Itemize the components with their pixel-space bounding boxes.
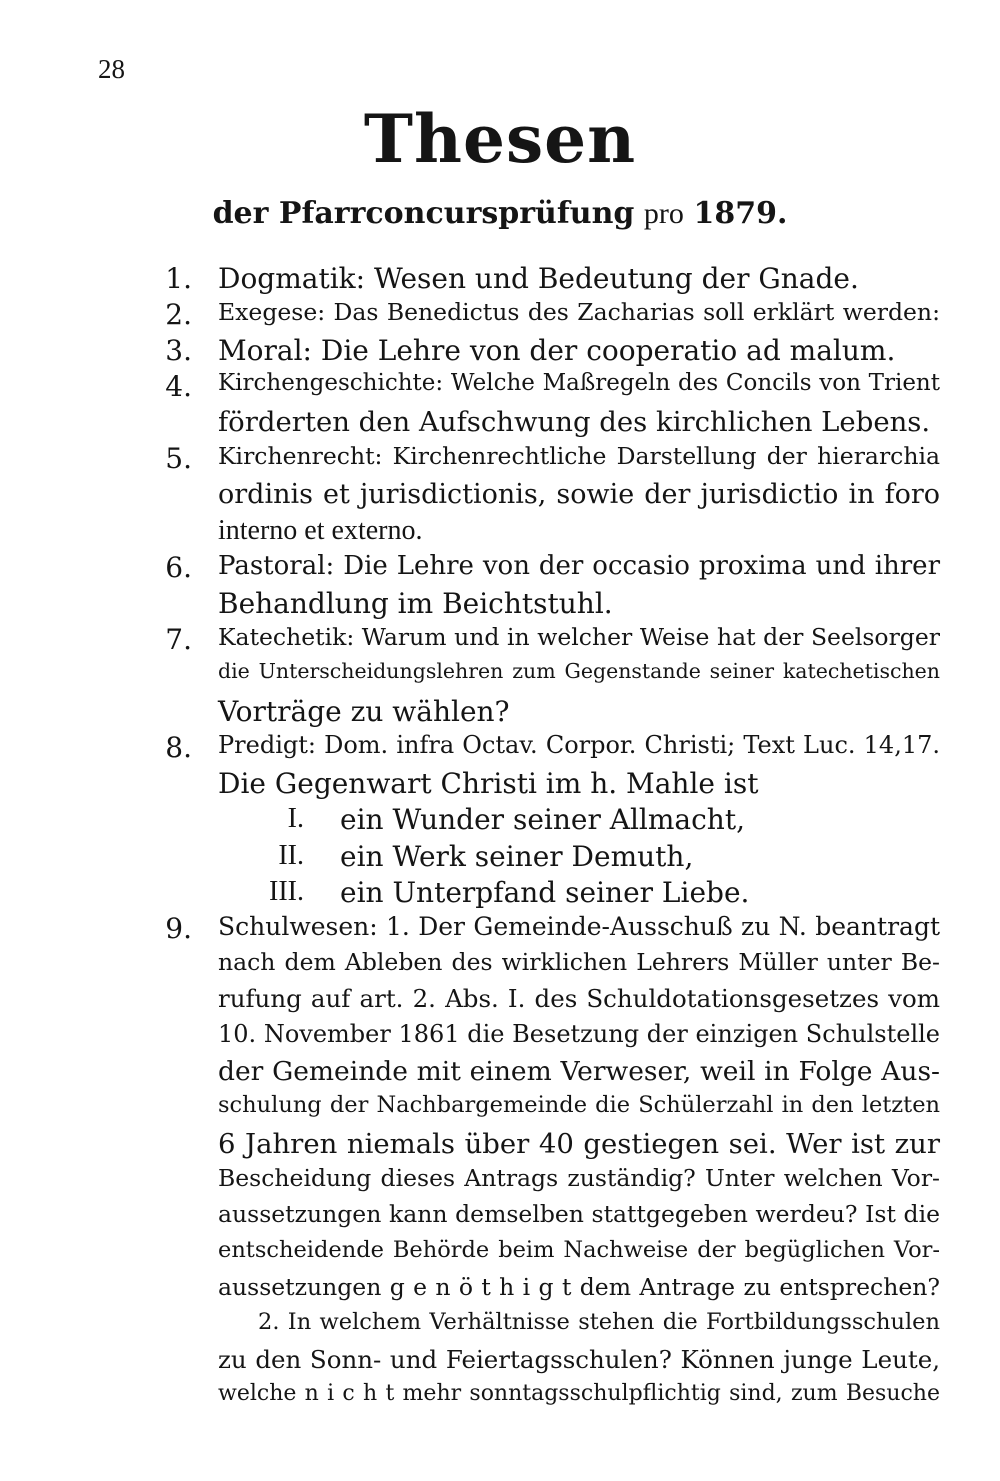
- thesis-line: förderten den Aufschwung des kirchlichen Lebens.: [218, 406, 931, 439]
- thesis-line: schulung der Nachbargemeinde die Schülerzahl in den letzten: [218, 1092, 940, 1119]
- thesis-line: 10. November 1861 die Besetzung der einzigen Schulstelle: [218, 1019, 940, 1048]
- thesis-item: [0, 731, 1000, 767]
- thesis-item: [0, 334, 1000, 370]
- thesis-continuation: [0, 984, 1000, 1020]
- thesis-continuation: [0, 1020, 1000, 1056]
- thesis-number: 9.: [165, 911, 192, 945]
- thesis-line: entscheidende Behörde beim Nachweise der begüglichen Vor-: [218, 1236, 940, 1263]
- thesis-item: [0, 912, 1000, 948]
- roman-numeral: III.: [269, 875, 304, 907]
- thesis-continuation: [0, 1345, 1000, 1381]
- subtitle-year: 1879.: [693, 196, 788, 231]
- page-title: Thesen: [363, 100, 637, 178]
- thesis-continuation: [0, 1309, 1000, 1345]
- thesis-continuation: [0, 1200, 1000, 1236]
- sermon-point: [0, 803, 1000, 839]
- thesis-line: Kirchenrecht: Kirchenrechtliche Darstellung der hierarchia: [218, 442, 940, 471]
- thesis-line: Dogmatik: Wesen und Bedeutung der Gnade.: [218, 262, 859, 295]
- thesis-number: 5.: [165, 442, 192, 476]
- subtitle-prefix: der Pfarrconcursprüfung: [212, 196, 635, 231]
- thesis-number: 4.: [165, 370, 192, 404]
- page-number: 28: [98, 54, 125, 84]
- sermon-point-text: ein Wunder seiner Allmacht,: [340, 803, 745, 837]
- thesis-continuation: [0, 767, 1000, 803]
- thesis-continuation: [0, 1273, 1000, 1309]
- thesis-line: Schulwesen: 1. Der Gemeinde-Ausschuß zu N. beantragt: [218, 911, 940, 941]
- thesis-item: [0, 551, 1000, 587]
- sermon-point-text: ein Werk seiner Demuth,: [340, 839, 694, 873]
- thesis-continuation: [0, 948, 1000, 984]
- sermon-point: [0, 840, 1000, 876]
- roman-numeral: II.: [278, 839, 304, 871]
- thesis-continuation: [0, 1164, 1000, 1200]
- sermon-point-text: ein Unterpfand seiner Liebe.: [340, 875, 750, 909]
- subtitle-middle: pro: [643, 197, 684, 230]
- thesis-line: rufung auf art. 2. Abs. I. des Schuldotationsgesetzes vom: [218, 983, 940, 1013]
- thesis-line: interno et externo.: [218, 514, 423, 546]
- thesis-line: der Gemeinde mit einem Verweser, weil in Folge Aus-: [218, 1056, 940, 1088]
- thesis-continuation: [0, 515, 1000, 551]
- roman-numeral: I.: [287, 803, 304, 835]
- thesis-line: Vorträge zu wählen?: [218, 695, 510, 729]
- thesis-continuation: [0, 695, 1000, 731]
- sermon-point: [0, 876, 1000, 912]
- thesis-line: Pastoral: Die Lehre von der occasio proxima und ihrer: [218, 550, 940, 581]
- thesis-line: 2. In welchem Verhältnisse stehen die Fortbildungsschulen: [258, 1308, 940, 1335]
- thesis-item: [0, 623, 1000, 659]
- thesis-line: aussetzungen kann demselben stattgegeben werdeu? Ist die: [218, 1200, 940, 1229]
- thesis-item: [0, 262, 1000, 298]
- thesis-line: 6 Jahren niemals über 40 gestiegen sei. Wer ist zur: [218, 1128, 940, 1161]
- thesis-line: aussetzungen g e n ö t h i g t dem Antrage zu entsprechen?: [218, 1272, 940, 1301]
- thesis-item: [0, 442, 1000, 478]
- thesis-number: 3.: [165, 334, 192, 368]
- thesis-number: 1.: [165, 262, 192, 295]
- thesis-number: 8.: [165, 731, 192, 765]
- thesis-line: zu den Sonn- und Feiertagsschulen? Können junge Leute,: [218, 1344, 940, 1374]
- thesis-item: [0, 298, 1000, 334]
- thesis-line: Behandlung im Beichtstuhl.: [218, 586, 613, 620]
- thesis-continuation: [0, 479, 1000, 515]
- thesis-number: 2.: [165, 298, 192, 332]
- thesis-number: 7.: [165, 622, 192, 656]
- thesis-item: [0, 370, 1000, 406]
- thesis-continuation: [0, 1092, 1000, 1128]
- thesis-continuation: [0, 1381, 1000, 1417]
- thesis-line: Katechetik: Warum und in welcher Weise hat der Seelsorger: [218, 622, 940, 651]
- thesis-line: die Unterscheidungslehren zum Gegenstande seiner katechetischen: [218, 659, 940, 684]
- thesis-continuation: [0, 587, 1000, 623]
- thesis-continuation: [0, 1237, 1000, 1273]
- thesis-line: Die Gegenwart Christi im h. Mahle ist: [218, 767, 759, 801]
- thesis-number: 6.: [165, 550, 192, 584]
- thesis-continuation: [0, 1128, 1000, 1164]
- thesis-line: Predigt: Dom. infra Octav. Corpor. Christi; Text Luc. 14,17.: [218, 731, 940, 760]
- page-subtitle: [0, 196, 1000, 231]
- thesis-continuation: [0, 659, 1000, 695]
- thesis-line: ordinis et jurisdictionis, sowie der jurisdictio in foro: [218, 478, 940, 510]
- thesis-line: Moral: Die Lehre von der cooperatio ad malum.: [218, 334, 896, 368]
- thesis-continuation: [0, 1056, 1000, 1092]
- thesis-line: nach dem Ableben des wirklichen Lehrers Müller unter Be-: [218, 947, 940, 976]
- thesis-line: Bescheidung dieses Antrags zuständig? Unter welchen Vor-: [218, 1164, 940, 1193]
- thesis-line: Exegese: Das Benedictus des Zacharias soll erklärt werden:: [218, 298, 940, 327]
- thesis-line: Kirchengeschichte: Welche Maßregeln des Concils von Trient: [218, 370, 940, 397]
- thesis-line: welche n i c h t mehr sonntagsschulpflichtig sind, zum Besuche: [218, 1380, 940, 1406]
- theses-list: [0, 262, 1000, 1417]
- thesis-continuation: [0, 406, 1000, 442]
